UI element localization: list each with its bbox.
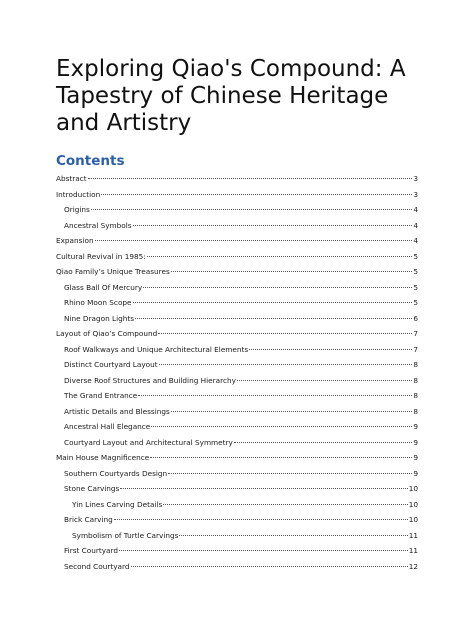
toc-page-number: 8 bbox=[413, 375, 418, 385]
toc-dot-leader bbox=[138, 395, 412, 396]
toc-entry[interactable] bbox=[56, 543, 418, 559]
toc-dot-leader bbox=[159, 364, 413, 365]
toc-entry-title: Ancestral Hall Elegance bbox=[64, 422, 151, 431]
toc-entry-title: Distinct Courtyard Layout bbox=[64, 360, 158, 369]
toc-entry-title: Qiao Family’s Unique Treasures bbox=[56, 267, 170, 276]
toc-dot-leader bbox=[88, 178, 413, 179]
toc-dot-leader bbox=[163, 504, 407, 505]
toc-entry[interactable] bbox=[56, 497, 418, 513]
toc-entry[interactable] bbox=[56, 466, 418, 482]
toc-entry-title: Main House Magnificence bbox=[56, 453, 150, 462]
toc-entry[interactable] bbox=[56, 388, 418, 404]
toc-page-number: 9 bbox=[413, 422, 418, 431]
toc-dot-leader bbox=[237, 380, 412, 381]
toc-page-number: 9 bbox=[413, 437, 418, 447]
table-of-contents bbox=[56, 171, 418, 574]
toc-entry-title: Artistic Details and Blessings bbox=[64, 406, 170, 416]
toc-page-number: 4 bbox=[413, 236, 418, 245]
document-title: Exploring Qiao's Compound: A Tapestry of Chinese Heritage and Artistry bbox=[56, 56, 406, 136]
toc-entry-title: Glass Ball Of Mercury bbox=[64, 282, 143, 292]
toc-entry-title: Stone Carvings bbox=[64, 484, 120, 493]
toc-entry-title: Nine Dragon Lights bbox=[64, 313, 135, 323]
toc-page-number: 8 bbox=[413, 391, 418, 400]
toc-dot-leader bbox=[114, 519, 408, 520]
toc-dot-leader bbox=[171, 271, 413, 272]
toc-page-number: 9 bbox=[413, 453, 418, 462]
toc-entry-title: Abstract bbox=[56, 174, 87, 183]
toc-dot-leader bbox=[179, 535, 407, 536]
toc-page-number: 5 bbox=[413, 282, 418, 292]
toc-dot-leader bbox=[133, 225, 413, 226]
toc-dot-leader bbox=[95, 240, 413, 241]
toc-dot-leader bbox=[119, 550, 408, 551]
toc-page-number: 7 bbox=[413, 329, 418, 338]
toc-dot-leader bbox=[234, 442, 413, 443]
toc-entry-title: Diverse Roof Structures and Building Hierarchy bbox=[64, 375, 236, 385]
toc-entry-title: Introduction bbox=[56, 189, 101, 199]
toc-page-number: 11 bbox=[408, 546, 418, 555]
toc-page-number: 4 bbox=[413, 205, 418, 214]
toc-page-number: 10 bbox=[408, 484, 418, 493]
toc-heading: Contents bbox=[56, 153, 125, 169]
toc-entry[interactable] bbox=[56, 512, 418, 528]
toc-entry[interactable] bbox=[56, 280, 418, 296]
toc-entry[interactable] bbox=[56, 481, 418, 497]
toc-page-number: 8 bbox=[413, 360, 418, 369]
toc-entry-title: Second Courtyard bbox=[64, 561, 130, 571]
toc-page-number: 10 bbox=[408, 499, 418, 509]
toc-dot-leader bbox=[91, 209, 412, 210]
toc-page-number: 4 bbox=[413, 220, 418, 230]
toc-entry[interactable] bbox=[56, 419, 418, 435]
toc-page-number: 6 bbox=[413, 313, 418, 323]
toc-entry[interactable] bbox=[56, 264, 418, 280]
toc-page-number: 7 bbox=[413, 344, 418, 354]
toc-entry-title: Cultural Revival in 1985: bbox=[56, 251, 146, 261]
toc-entry[interactable] bbox=[56, 249, 418, 265]
toc-entry[interactable] bbox=[56, 450, 418, 466]
toc-entry[interactable] bbox=[56, 528, 418, 544]
toc-dot-leader bbox=[168, 473, 412, 474]
toc-entry-title: Rhino Moon Scope bbox=[64, 298, 132, 307]
toc-page-number: 8 bbox=[413, 406, 418, 416]
toc-page-number: 5 bbox=[413, 298, 418, 307]
toc-page-number: 9 bbox=[413, 468, 418, 478]
toc-dot-leader bbox=[158, 333, 412, 334]
toc-entry[interactable] bbox=[56, 326, 418, 342]
toc-entry-title: Brick Carving bbox=[64, 515, 113, 524]
toc-dot-leader bbox=[249, 349, 412, 350]
toc-entry[interactable] bbox=[56, 187, 418, 203]
toc-entry-title: Origins bbox=[64, 205, 90, 214]
toc-entry-title: Expansion bbox=[56, 236, 94, 245]
toc-entry[interactable] bbox=[56, 202, 418, 218]
toc-entry[interactable] bbox=[56, 233, 418, 249]
toc-entry[interactable] bbox=[56, 295, 418, 311]
toc-page-number: 10 bbox=[408, 515, 418, 524]
toc-entry[interactable] bbox=[56, 435, 418, 451]
toc-page-number: 3 bbox=[413, 174, 418, 183]
toc-page-number: 5 bbox=[413, 251, 418, 261]
toc-entry[interactable] bbox=[56, 373, 418, 389]
toc-page-number: 3 bbox=[413, 189, 418, 199]
toc-entry-title: Southern Courtyards Design bbox=[64, 468, 168, 478]
toc-dot-leader bbox=[147, 256, 413, 257]
toc-dot-leader bbox=[150, 457, 412, 458]
toc-page-number: 12 bbox=[408, 561, 418, 571]
toc-entry[interactable] bbox=[56, 559, 418, 575]
toc-dot-leader bbox=[171, 411, 413, 412]
toc-dot-leader bbox=[151, 426, 412, 427]
toc-entry[interactable] bbox=[56, 342, 418, 358]
toc-page-number: 11 bbox=[408, 530, 418, 540]
toc-entry[interactable] bbox=[56, 311, 418, 327]
toc-dot-leader bbox=[143, 287, 412, 288]
toc-entry-title: Symbolism of Turtle Carvings bbox=[72, 530, 179, 540]
toc-dot-leader bbox=[135, 318, 412, 319]
toc-dot-leader bbox=[131, 566, 408, 567]
toc-entry-title: The Grand Entrance bbox=[64, 391, 138, 400]
toc-entry-title: Roof Walkways and Unique Architectural Elements bbox=[64, 344, 249, 354]
toc-page-number: 5 bbox=[413, 267, 418, 276]
toc-dot-leader bbox=[133, 302, 413, 303]
toc-entry[interactable] bbox=[56, 171, 418, 187]
toc-entry[interactable] bbox=[56, 404, 418, 420]
toc-entry-title: First Courtyard bbox=[64, 546, 119, 555]
toc-entry[interactable] bbox=[56, 357, 418, 373]
toc-dot-leader bbox=[120, 488, 407, 489]
toc-entry-title: Ancestral Symbols bbox=[64, 220, 132, 230]
toc-dot-leader bbox=[101, 194, 412, 195]
toc-entry-title: Courtyard Layout and Architectural Symmetry bbox=[64, 437, 233, 447]
toc-entry-title: Layout of Qiao’s Compound bbox=[56, 329, 158, 338]
toc-entry-title: Yin Lines Carving Details bbox=[72, 499, 163, 509]
toc-entry[interactable] bbox=[56, 218, 418, 234]
